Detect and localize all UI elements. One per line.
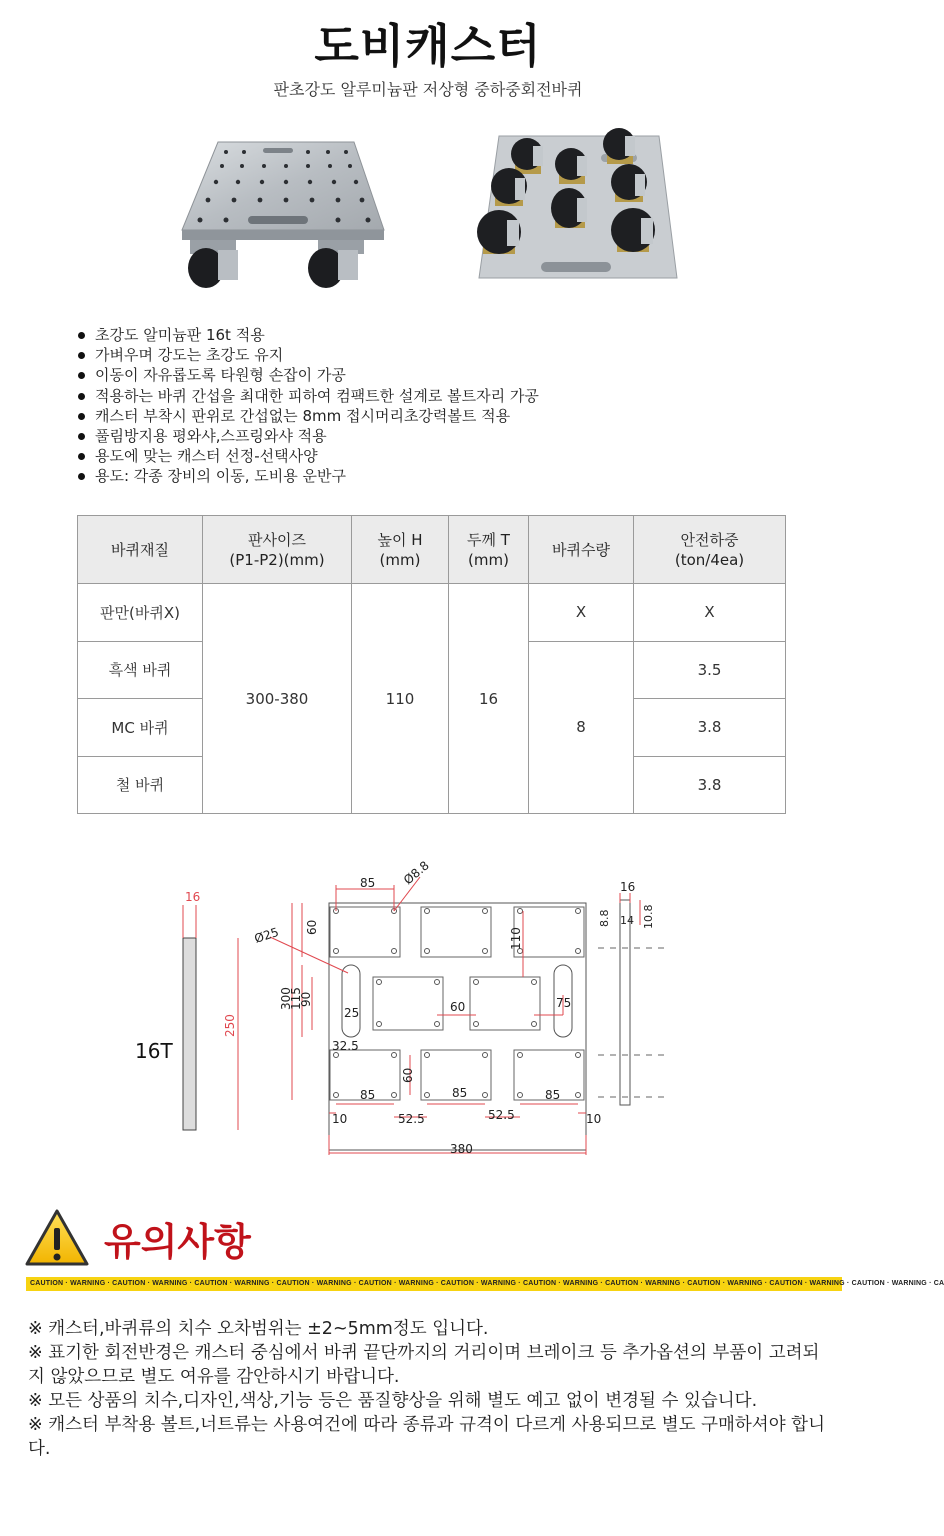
cell-safe-load: 3.8 [634, 756, 786, 814]
header-thickness [449, 516, 529, 584]
cell-wheel-qty: X [529, 584, 634, 642]
spec-table [77, 515, 786, 814]
list-item: 캐스터 부착시 판위로 간섭없는 8mm 접시머리초강력볼트 적용 [78, 406, 539, 426]
header-unit: (P1-P2)(mm) [229, 550, 325, 569]
header-unit: (ton/4ea) [674, 550, 745, 569]
header-unit: (mm) [468, 550, 509, 569]
cell-safe-load: 3.5 [634, 641, 786, 699]
note-item: ※ 표기한 회전반경은 캐스터 중심에서 바퀴 끝단까지의 거리이며 브레이크 등 추가옵션의 부품이 고려되지 않았으므로 별도 여유를 감안하시기 바랍니다. [28, 1343, 820, 1387]
cell-material: 판만(바퀴X) [78, 584, 203, 642]
caution-title: 유의사항 [104, 1220, 251, 1264]
list-item: 초강도 알미늄판 16t 적용 [78, 325, 539, 345]
header-unit: (mm) [379, 550, 421, 569]
technical-drawing [120, 855, 680, 1165]
dim-label: 110 [509, 927, 523, 950]
note-item: ※ 모든 상품의 치수,디자인,색상,기능 등은 품질향상을 위해 별도 예고 없이 변경될 수 있습니다. [28, 1391, 758, 1411]
dim-label: 300 [279, 987, 293, 1010]
header-wheel-qty [529, 516, 634, 584]
dim-label: 10 [586, 1112, 602, 1126]
drawing-thickness-label: 16T [135, 1039, 173, 1063]
note-item: ※ 캐스터 부착용 볼트,너트류는 사용여건에 따라 종류과 규격이 다르게 사용되므로 별도 구매하셔야 합니다. [28, 1415, 825, 1459]
note-item: ※ 캐스터,바퀴류의 치수 오차범위는 ±2~5mm정도 입니다. [28, 1319, 489, 1339]
dim-label: 85 [545, 1088, 561, 1102]
dim-label: 10 [332, 1112, 348, 1126]
header-text: 안전하중 [680, 530, 739, 549]
dim-label: 115 [289, 987, 303, 1010]
dim-label: 85 [360, 1088, 376, 1102]
cell-material: 철 바퀴 [78, 756, 203, 814]
product-photo-underside [475, 126, 681, 286]
page-title: 도비캐스터 [314, 19, 542, 73]
cell-thickness: 16 [449, 584, 529, 814]
dim-label: 52.5 [398, 1112, 425, 1126]
dim-label: 90 [299, 991, 313, 1007]
dim-label: 52.5 [488, 1108, 515, 1122]
header-height [352, 516, 449, 584]
dim-label: 60 [401, 1067, 415, 1083]
header-text: 높이 H [377, 530, 423, 549]
warning-icon [24, 1208, 90, 1268]
dim-label: 85 [452, 1086, 468, 1100]
dim-label: 16 [620, 880, 636, 894]
cell-height: 110 [352, 584, 449, 814]
cell-wheel-qty: 8 [529, 641, 634, 814]
dim-label: 60 [450, 1000, 466, 1014]
cell-material: MC 바퀴 [78, 699, 203, 757]
cell-safe-load: X [634, 584, 786, 642]
header-plate-size [203, 516, 352, 584]
list-item: 용도에 맞는 캐스터 선정-선택사양 [78, 446, 539, 466]
header-text: 두께 T [467, 530, 510, 549]
dim-label: 380 [450, 1142, 473, 1156]
list-item: 용도: 각종 장비의 이동, 도비용 운반구 [78, 466, 539, 486]
page-subtitle: 판초강도 알루미늄판 저상형 중하중회전바퀴 [273, 80, 583, 99]
header-material [78, 516, 203, 584]
cell-material: 흑색 바퀴 [78, 641, 203, 699]
list-item: 이동이 자유롭도록 타원형 손잡이 가공 [78, 365, 539, 385]
caution-band: CAUTION · WARNING · CAUTION · WARNING · CAUTION · WARNING · CAUTION · WARNING · CAUTION · WARNING · CAUTION · WARNING · CAUTION · WARNING · CAUTION · WARNING · CAUTION · WARNING · CAUTION · WARNING · CAUTION · WARNING · CA [26, 1277, 842, 1291]
dim-label: Ø25 [252, 924, 281, 946]
list-item: 풀림방지용 평와샤,스프링와샤 적용 [78, 426, 539, 446]
header-text: 바퀴수량 [552, 540, 610, 559]
dim-label: 75 [556, 996, 572, 1010]
cell-safe-load: 3.8 [634, 699, 786, 757]
dim-label: 14 [620, 914, 634, 927]
dim-label: 10.8 [642, 904, 655, 929]
header-safe-load [634, 516, 786, 584]
dim-label: 60 [305, 919, 319, 935]
list-item: 가벼우며 강도는 초강도 유지 [78, 345, 539, 365]
table-row [78, 584, 786, 642]
caution-notes [28, 1317, 836, 1461]
dim-label: 250 [223, 1014, 237, 1037]
header-text: 바퀴재질 [111, 540, 169, 559]
header-text: 판사이즈 [248, 530, 306, 549]
cell-plate-size: 300-380 [203, 584, 352, 814]
dim-label: 25 [344, 1006, 360, 1020]
table-header-row [78, 516, 786, 584]
feature-list [78, 325, 539, 487]
side-profile [183, 938, 196, 1130]
dim-label: 32.5 [332, 1039, 359, 1053]
dim-label: 85 [360, 876, 376, 890]
list-item: 적용하는 바퀴 간섭을 최대한 피하여 컴팩트한 설계로 볼트자리 가공 [78, 386, 539, 406]
dim-label: Ø8.8 [400, 858, 432, 888]
plate-outline [329, 903, 586, 1150]
dim-label: 8.8 [598, 909, 611, 927]
product-photo-plate [178, 140, 388, 290]
dim-label: 16 [185, 890, 201, 904]
